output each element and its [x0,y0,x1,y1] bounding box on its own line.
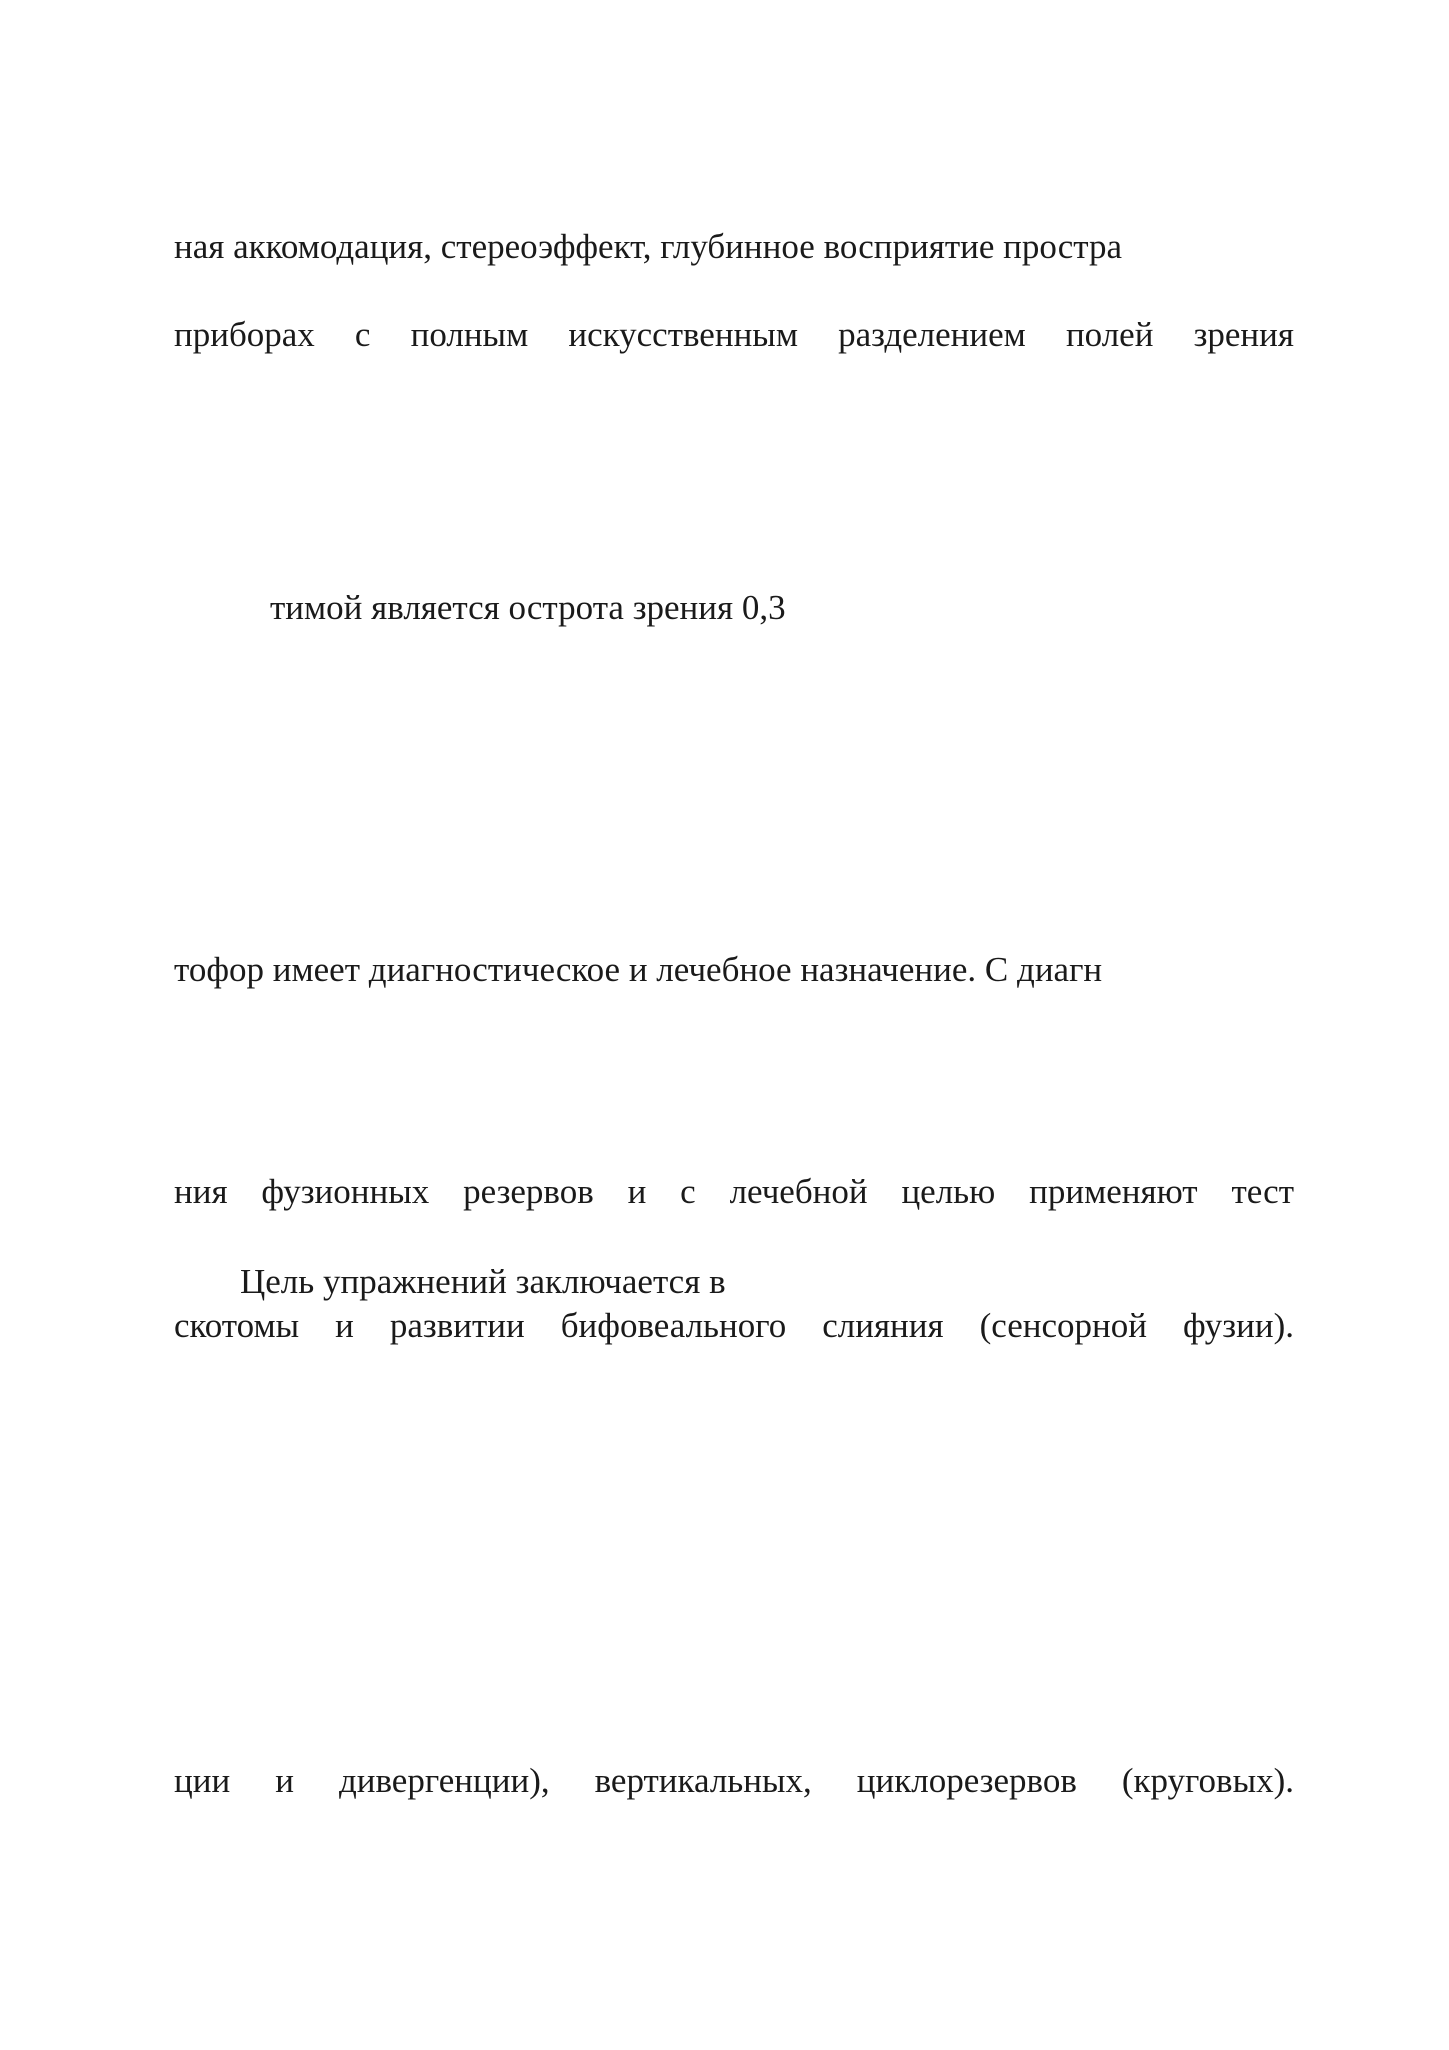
text-line-bifoveal-fusion: скотомы и развитии бифовеального слияния (сенсорной фузии). [174,1306,1294,1345]
text-line-exercise-goal: Цель упражнений заключается в [240,1262,726,1301]
text-line-devices: приборах с полным искусственным разделением полей зрения [174,315,1294,354]
text-line-fusion-reserves: ния фузионных резервов и с лечебной целью применяют тест [174,1172,1294,1211]
text-line-accommodation: ная аккомодация, стереоэффект, глубинное восприятие простра [174,227,1123,266]
text-line-divergence: ции и дивергенции), вертикальных, циклорезервов (круговых). [174,1761,1294,1800]
text-line-diagnostic-purpose: тофор имеет диагностическое и лечебное назначение. С диагн [174,950,1103,989]
text-line-visual-acuity: тимой является острота зрения 0,3 [270,588,786,627]
